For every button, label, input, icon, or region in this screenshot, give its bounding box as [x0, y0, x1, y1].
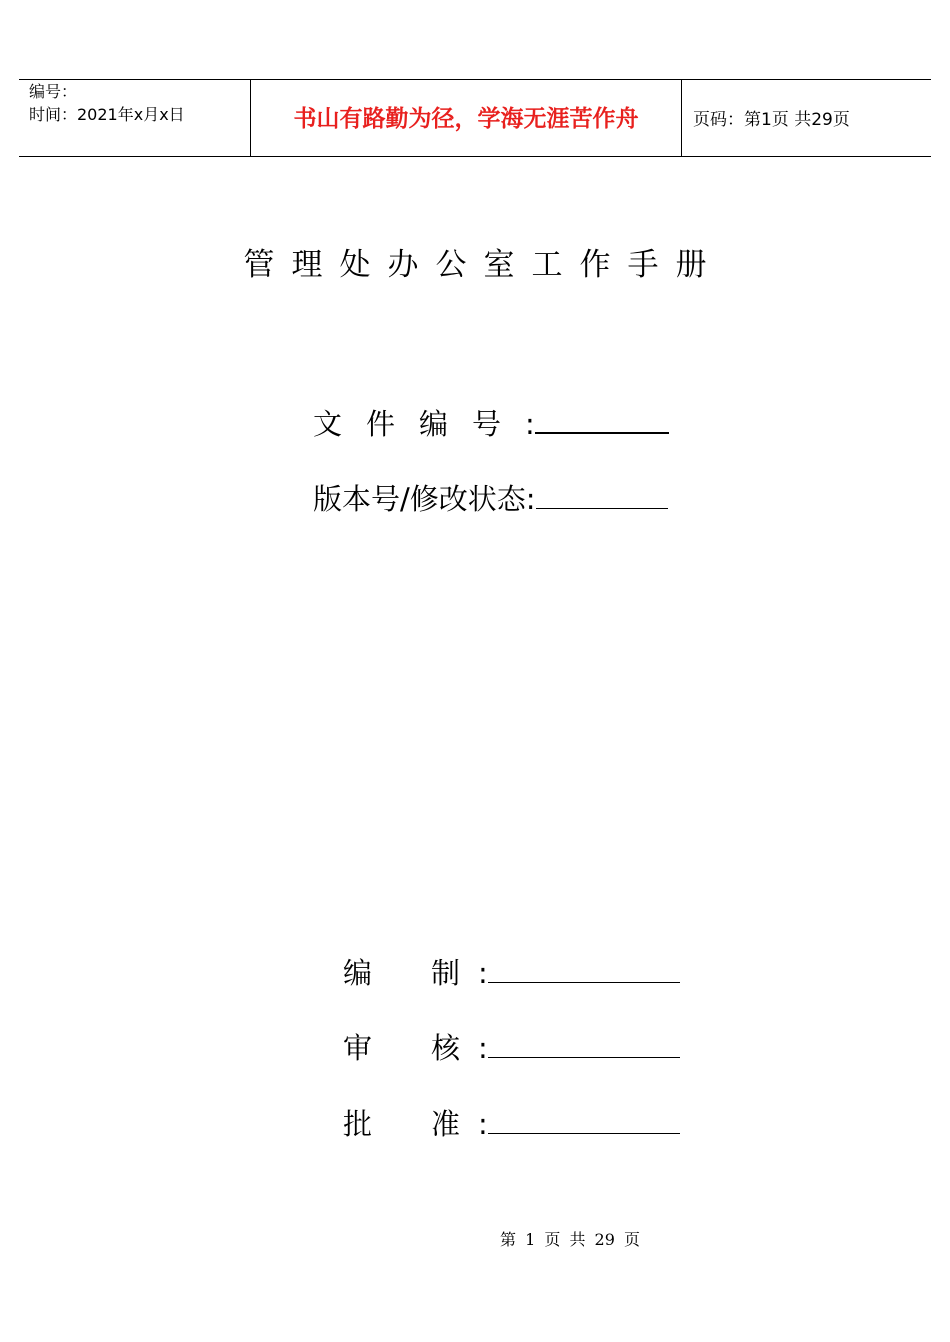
file-number-blank[interactable] — [535, 404, 669, 434]
signature-label-char1: 批 — [343, 1107, 373, 1141]
signature-label-char1: 审 — [343, 1031, 373, 1065]
signature-row-approved — [343, 1104, 680, 1144]
file-number-label: 文件编号 — [313, 407, 526, 441]
signature-colon: : — [478, 1107, 488, 1141]
document-header — [19, 79, 931, 157]
date-label: 时间：2021年x月x日 — [29, 105, 185, 124]
page-info: 页码：第1页 共29页 — [693, 110, 850, 130]
version-field — [313, 479, 668, 519]
motto-text: 书山有路勤为径，学海无涯苦作舟 — [293, 106, 639, 132]
signature-row-compiled — [343, 953, 680, 993]
signature-row-reviewed — [343, 1028, 680, 1068]
file-number-colon: : — [525, 407, 535, 441]
version-blank[interactable] — [536, 480, 668, 509]
header-page-cell — [682, 80, 931, 156]
signature-label-char2: 准 — [431, 1107, 461, 1141]
header-meta-cell — [19, 80, 251, 156]
signature-blank-compiled[interactable] — [488, 954, 680, 983]
version-label: 版本号/修改状态: — [313, 482, 536, 516]
signature-colon: : — [478, 1031, 488, 1065]
header-motto-cell — [251, 80, 682, 156]
document-title: 管理处办公室工作手册 — [243, 247, 724, 283]
signature-label-char2: 核 — [431, 1031, 461, 1065]
signature-colon: : — [478, 956, 488, 990]
signature-label-char2: 制 — [431, 956, 461, 990]
file-number-field — [313, 404, 669, 444]
signature-label-char1: 编 — [343, 956, 373, 990]
page-footer: 第 1 页 共 29 页 — [500, 1230, 640, 1249]
signature-blank-approved[interactable] — [488, 1105, 680, 1134]
signature-blank-reviewed[interactable] — [488, 1029, 680, 1058]
serial-number-label: 编号： — [29, 82, 78, 101]
